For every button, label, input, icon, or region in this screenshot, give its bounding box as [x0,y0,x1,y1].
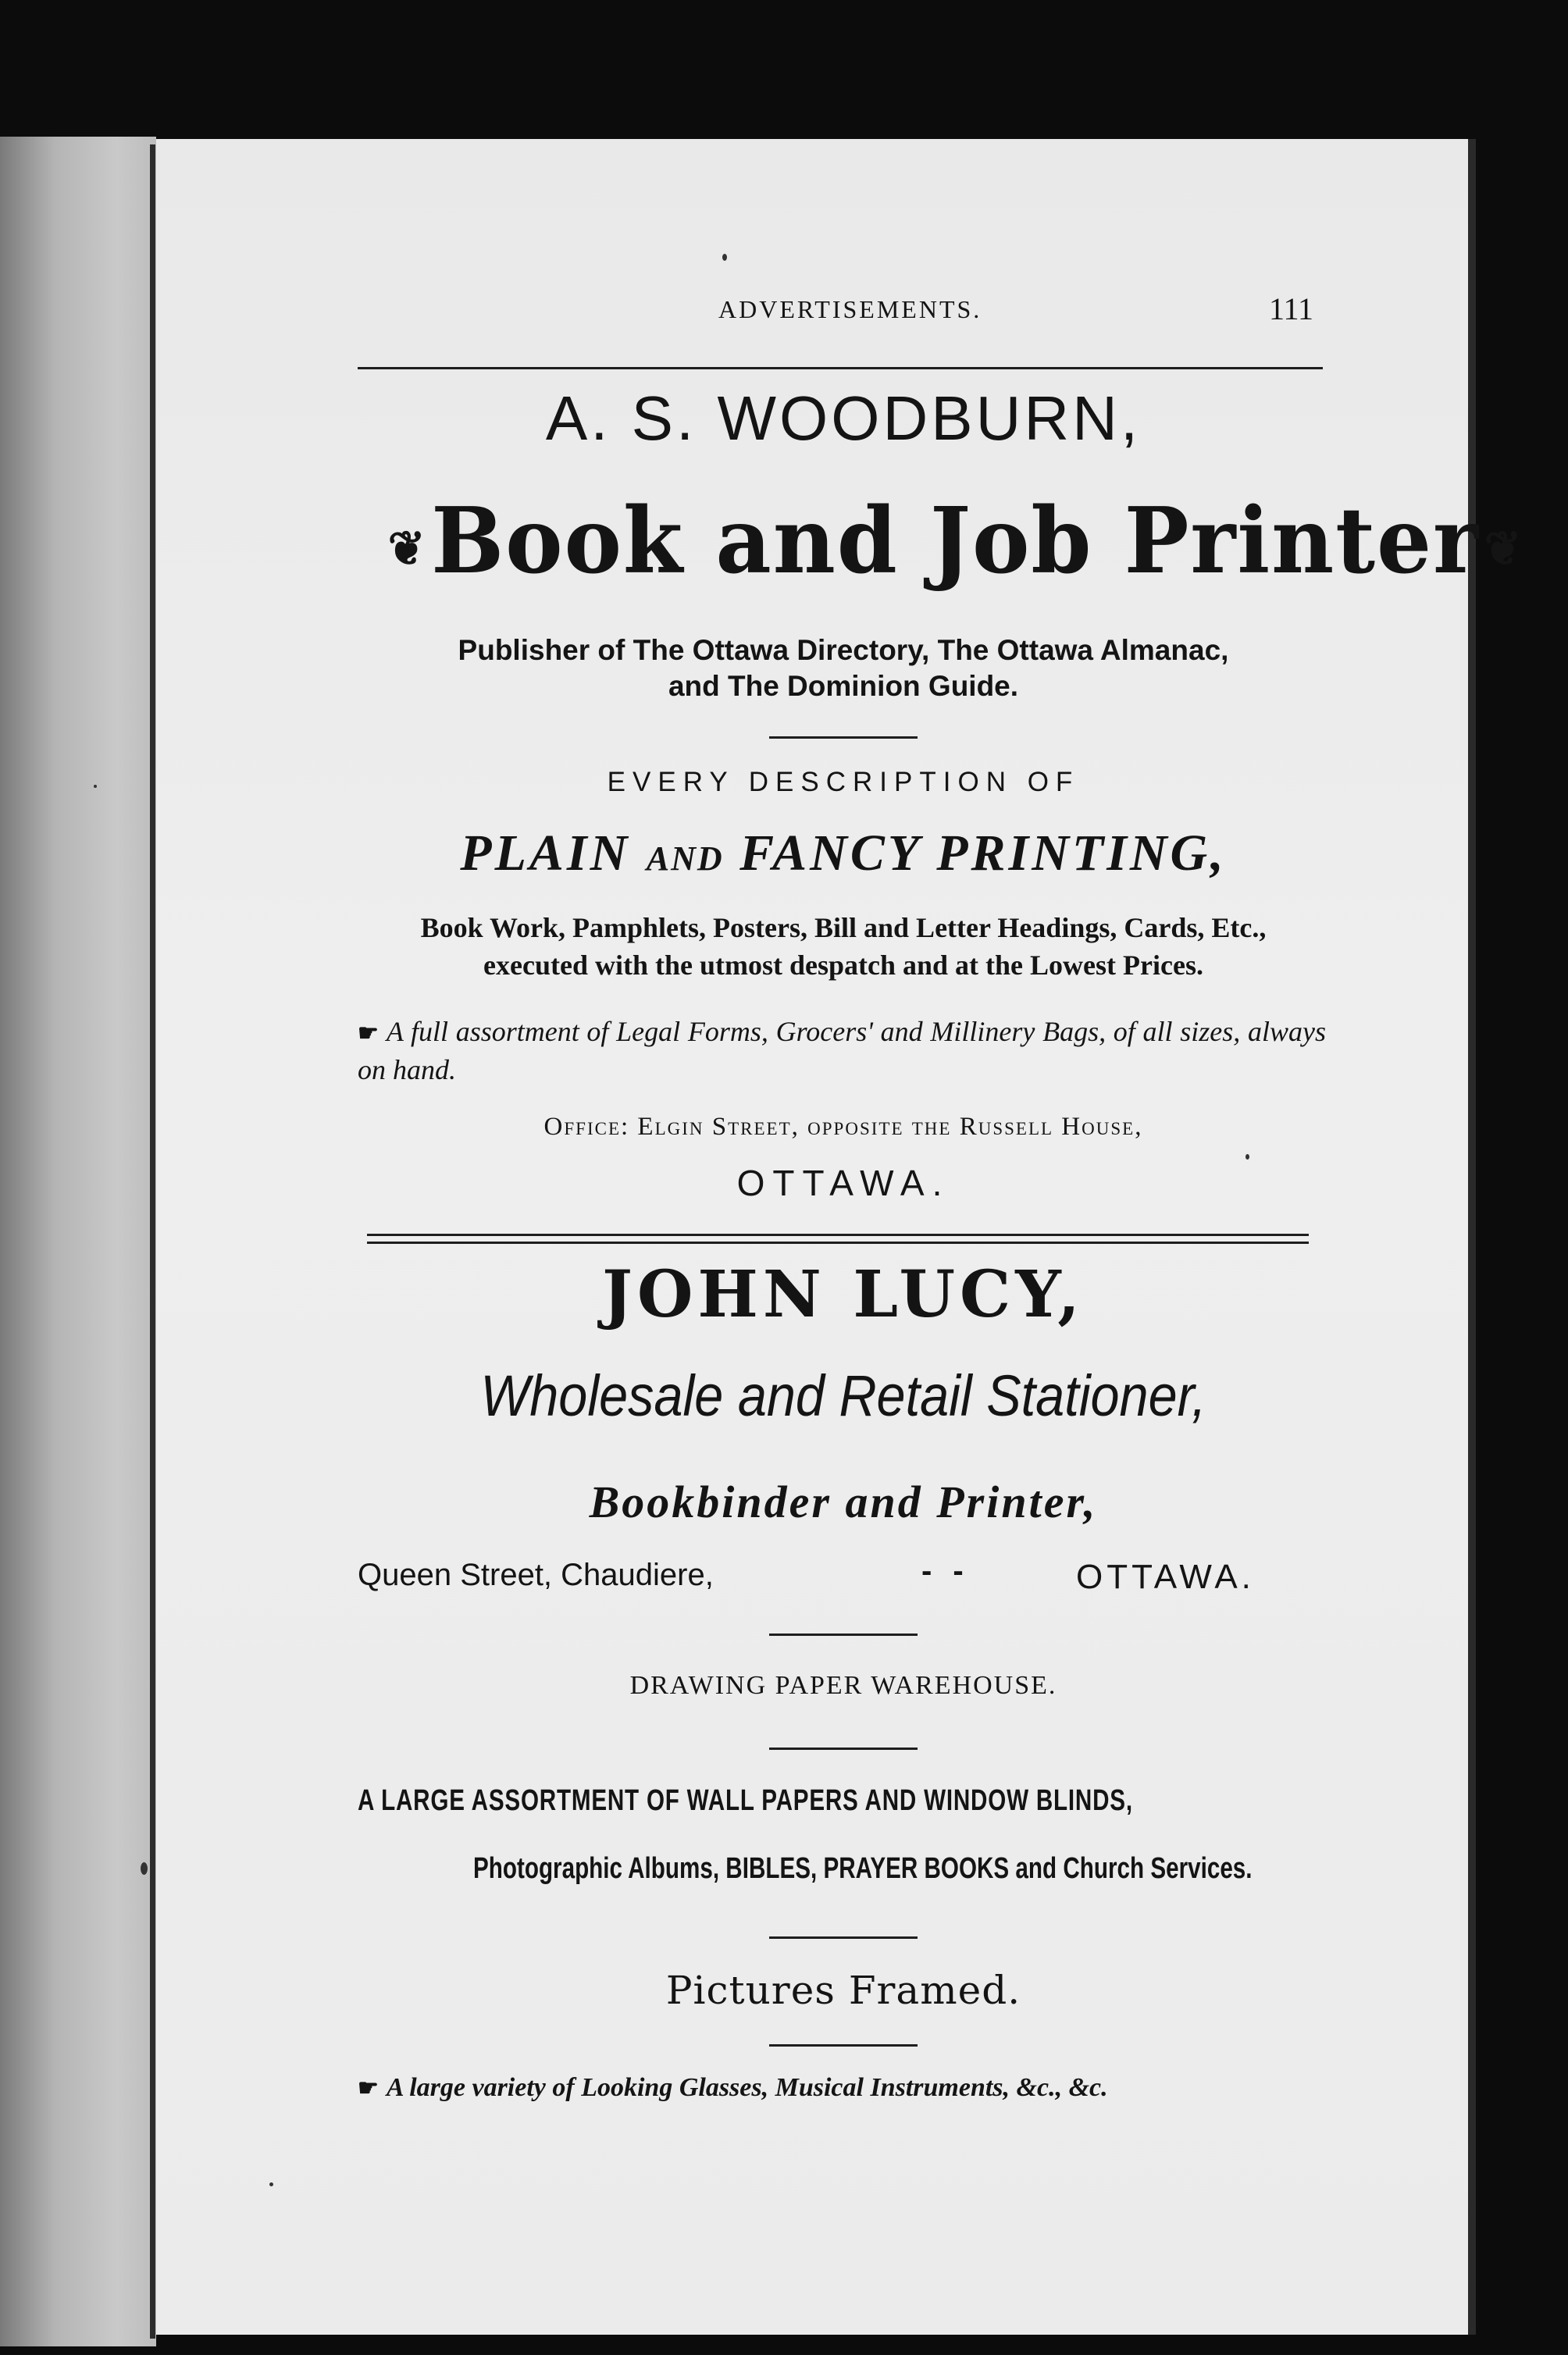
fleuron-ornament-icon: ❦ [387,522,427,576]
pictures-framed: Pictures Framed. [665,1968,1021,2013]
publisher-line: Publisher of The Ottawa Directory, The Ottawa Almanac, [458,634,1229,666]
woodburn-name: A. S. WOODBURN, [545,383,1142,453]
paper-speck [94,785,97,788]
wall-papers-line: A LARGE ASSORTMENT OF WALL PAPERS AND WINDOW BLINDS, [358,1784,1133,1817]
short-rule [769,1748,918,1750]
paper-speck [722,254,727,261]
lucy-city: OTTAWA. [1076,1558,1255,1596]
lucy-bookbinder: Bookbinder and Printer, [589,1477,1098,1527]
section-double-rule [367,1242,1309,1244]
fancy-word: FANCY PRINTING, [739,825,1227,882]
page-edge-shadow [1468,139,1476,2335]
woodburn-trade-banner [383,488,1523,594]
looking-glasses-notice [358,2073,1108,2103]
paper-speck [269,2182,273,2186]
paper-speck [141,1862,148,1875]
albums-bibles-line: Photographic Albums, BIBLES, PRAYER BOOKS and Church Services. [473,1852,1253,1885]
lucy-address-dashes: - - [921,1554,970,1588]
running-head: ADVERTISEMENTS. [718,295,982,323]
short-rule [769,1634,918,1636]
lucy-trade: Wholesale and Retail Stationer, [480,1363,1206,1428]
fancy-word: PLAIN [460,825,631,882]
lucy-street: Queen Street, Chaudiere, [358,1558,714,1592]
short-rule [769,2044,918,2047]
looking-glasses-text: A large variety of Looking Glasses, Musical Instruments, &c., &c. [386,2073,1108,2102]
plain-fancy-printing [359,824,1327,883]
services-line: Book Work, Pamphlets, Posters, Bill and Letter Headings, Cards, Etc., [420,912,1267,943]
legal-forms-text: A full assortment of Legal Forms, Grocers' and Millinery Bags, of all sizes, always on hand. [358,1016,1326,1085]
page-number: 111 [1269,291,1314,326]
woodburn-services [359,909,1327,984]
short-rule [769,1936,918,1939]
short-rule [769,736,918,739]
publisher-line: and The Dominion Guide. [668,670,1019,702]
facing-page-edge [0,137,156,2346]
paper-speck [1245,1154,1249,1160]
pointing-hand-icon: ☛ [358,1021,379,1046]
pointing-hand-icon: ☛ [358,2075,379,2101]
fleuron-ornament-icon: ❦ [1484,522,1523,576]
binding-gutter [150,144,155,2339]
woodburn-trade: Book and Job Printer [431,488,1480,594]
woodburn-publisher [359,632,1327,704]
section-double-rule [367,1234,1309,1236]
lucy-name: JOHN LUCY, [602,1257,1085,1332]
every-description: EVERY DESCRIPTION OF [607,767,1080,797]
fancy-word: AND [646,839,724,878]
woodburn-city: OTTAWA. [736,1163,950,1203]
legal-forms-notice [358,1014,1326,1088]
woodburn-office-address: Office: Elgin Street, opposite the Russell House, [543,1113,1143,1141]
header-rule [358,367,1323,369]
services-line: executed with the utmost despatch and at the Lowest Prices. [483,949,1203,981]
drawing-paper-warehouse: DRAWING PAPER WAREHOUSE. [629,1671,1057,1700]
